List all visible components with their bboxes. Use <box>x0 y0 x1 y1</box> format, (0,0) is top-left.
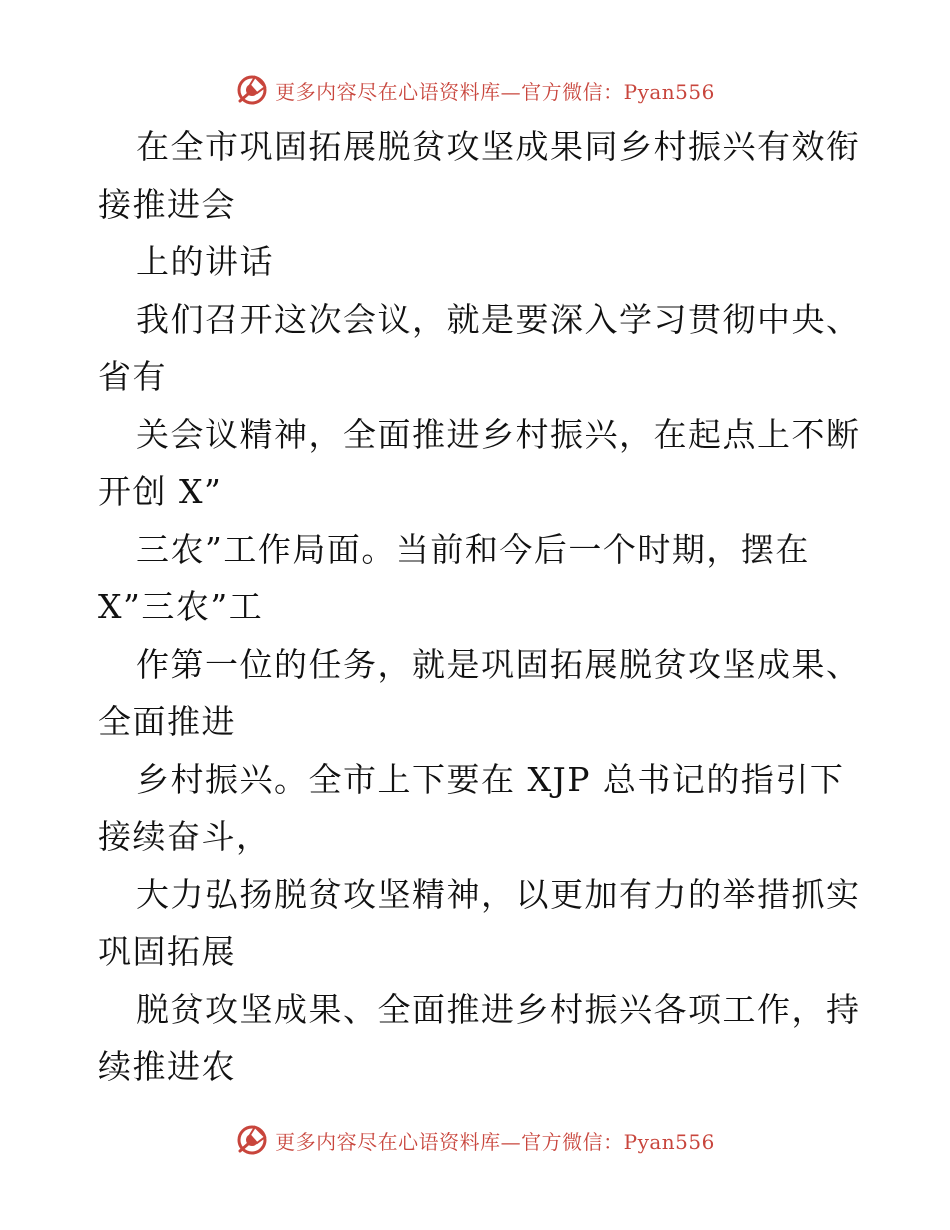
brush-logo-icon <box>235 73 269 107</box>
text-line: 上的讲话 <box>136 242 274 281</box>
text-line: 脱贫攻坚成果、全面推进乡村振兴各项工作，持 <box>136 989 861 1029</box>
text-line: 在全市巩固拓展脱贫攻坚成果同乡村振兴有效衔 <box>136 127 861 166</box>
text-line: 乡村振兴。全市上下要在 XJP 总书记的指引下 <box>136 759 845 799</box>
watermark-text: 更多内容尽在心语资料库—官方微信：Pyan556 <box>275 79 715 104</box>
text-line: 续推进农 <box>98 1047 236 1086</box>
header-watermark-banner <box>0 70 950 110</box>
footer-watermark-banner <box>0 1120 950 1160</box>
text-line: 省有 <box>98 357 167 396</box>
text-line: 开创 X” <box>98 472 223 511</box>
text-line: 大力弘扬脱贫攻坚精神，以更加有力的举措抓实 <box>136 874 861 914</box>
text-line: 全面推进 <box>98 702 236 741</box>
text-line: 作第一位的任务，就是巩固拓展脱贫攻坚成果、 <box>136 644 861 684</box>
text-line: 关会议精神，全面推进乡村振兴，在起点上不断 <box>136 414 861 454</box>
brush-logo-icon <box>235 1123 269 1157</box>
text-line: 巩固拓展 <box>98 932 236 971</box>
text-line: 我们召开这次会议，就是要深入学习贯彻中央、 <box>136 299 861 339</box>
text-line: 接续奋斗， <box>98 817 271 856</box>
document-body <box>98 118 868 1096</box>
watermark-text: 更多内容尽在心语资料库—官方微信：Pyan556 <box>275 1129 715 1154</box>
text-line: X”三农”工 <box>98 587 264 626</box>
text-line: 接推进会 <box>98 184 236 224</box>
text-line: 三农”工作局面。当前和今后一个时期，摆在 <box>136 529 810 569</box>
